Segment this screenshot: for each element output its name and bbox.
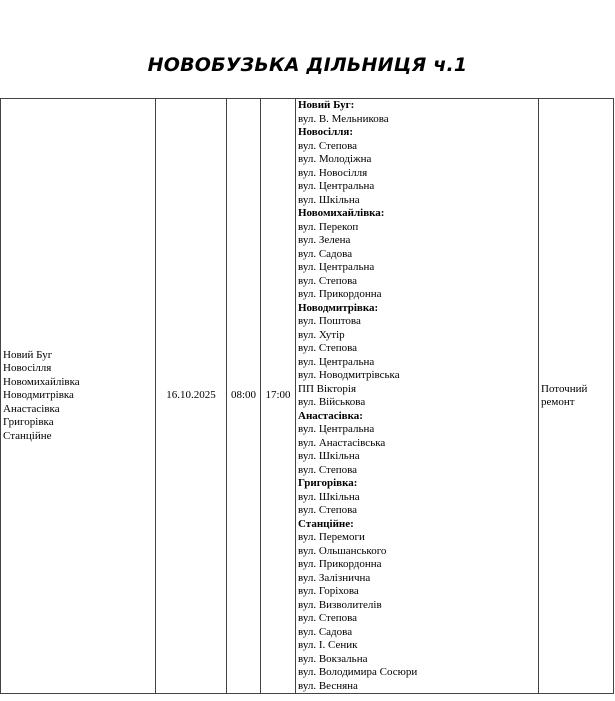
work-type-cell	[539, 99, 614, 694]
settlement-name: Новосілля	[3, 362, 52, 375]
settlement-group-title: Новомихайлівка:	[298, 207, 385, 219]
settlement-name: Новомихайлівка	[3, 375, 80, 388]
street-item: вул. Прикордонна	[298, 558, 382, 570]
street-item: вул. Молодіжна	[298, 153, 372, 165]
street-item: вул. Новосілля	[298, 166, 368, 179]
street-item: вул. Степова	[298, 274, 358, 287]
street-item: вул. Шкільна	[298, 450, 360, 462]
street-item: вул. Перемоги	[298, 531, 365, 543]
settlement-group-title: Станційне:	[298, 517, 354, 530]
work-type-text: Поточний	[541, 382, 588, 395]
street-item: вул. Перекоп	[298, 220, 359, 233]
settlement-group-title: Григорівка:	[298, 477, 358, 489]
settlement-group-title: Новодмитрівка:	[298, 301, 379, 314]
settlement-group-title: Анастасівка:	[298, 409, 363, 422]
street-item: вул. Володимира Сосюри	[298, 666, 418, 678]
street-item: вул. Хутір	[298, 328, 345, 341]
street-item: вул. Ольшанського	[298, 544, 387, 557]
settlement-name: Станційне	[3, 429, 52, 442]
street-item: вул. Степова	[298, 504, 358, 516]
street-item: вул. Степова	[298, 612, 358, 624]
street-item: ПП Вікторія	[298, 382, 357, 395]
settlement-name: Анастасівка	[3, 402, 60, 415]
street-item: вул. В. Мельникова	[298, 112, 389, 125]
street-item: вул. Горіхова	[298, 585, 359, 597]
street-item: вул. Центральна	[298, 355, 375, 368]
street-item: вул. Шкільна	[298, 193, 360, 206]
street-item: вул. Центральна	[298, 180, 375, 192]
date-cell: 16.10.2025	[156, 99, 227, 694]
table-row	[1, 99, 614, 694]
end-time-cell: 17:00	[261, 99, 296, 694]
street-item: вул. Поштова	[298, 315, 361, 327]
street-item: вул. Шкільна	[298, 490, 360, 503]
settlement-name: Новодмитрівка	[3, 389, 74, 402]
street-item: вул. Степова	[298, 342, 358, 354]
street-item: вул. Центральна	[298, 423, 375, 435]
start-time-cell: 08:00	[227, 99, 261, 694]
street-item: вул. Зелена	[298, 234, 351, 246]
street-item: вул. Анастасівська	[298, 436, 386, 449]
page-title: НОВОБУЗЬКА ДІЛЬНИЦЯ ч.1	[147, 54, 468, 76]
settlements-cell	[1, 99, 156, 694]
street-item: вул. Військова	[298, 396, 366, 408]
street-item: вул. Степова	[298, 463, 358, 476]
street-item: вул. Садова	[298, 625, 353, 638]
street-item: вул. Садова	[298, 247, 353, 260]
street-item: вул. Центральна	[298, 261, 375, 273]
street-item: вул. Прикордонна	[298, 288, 382, 300]
settlement-name: Новий Буг	[3, 348, 53, 361]
street-item: вул. Степова	[298, 139, 358, 152]
settlement-group-title: Новосілля:	[298, 126, 354, 138]
street-item: вул. Весняна	[298, 679, 358, 692]
street-item: вул. І. Сеник	[298, 639, 358, 651]
street-item: вул. Визволителів	[298, 598, 382, 611]
street-item: вул. Залізнична	[298, 571, 371, 584]
settlement-group-title: Новий Буг:	[298, 99, 355, 111]
street-item: вул. Вокзальна	[298, 652, 368, 665]
streets-cell	[296, 99, 539, 694]
settlement-name: Григорівка	[3, 416, 54, 429]
work-type-text: ремонт	[541, 396, 575, 408]
street-item: вул. Новодмитрівська	[298, 369, 400, 381]
outage-schedule-table	[0, 98, 614, 694]
